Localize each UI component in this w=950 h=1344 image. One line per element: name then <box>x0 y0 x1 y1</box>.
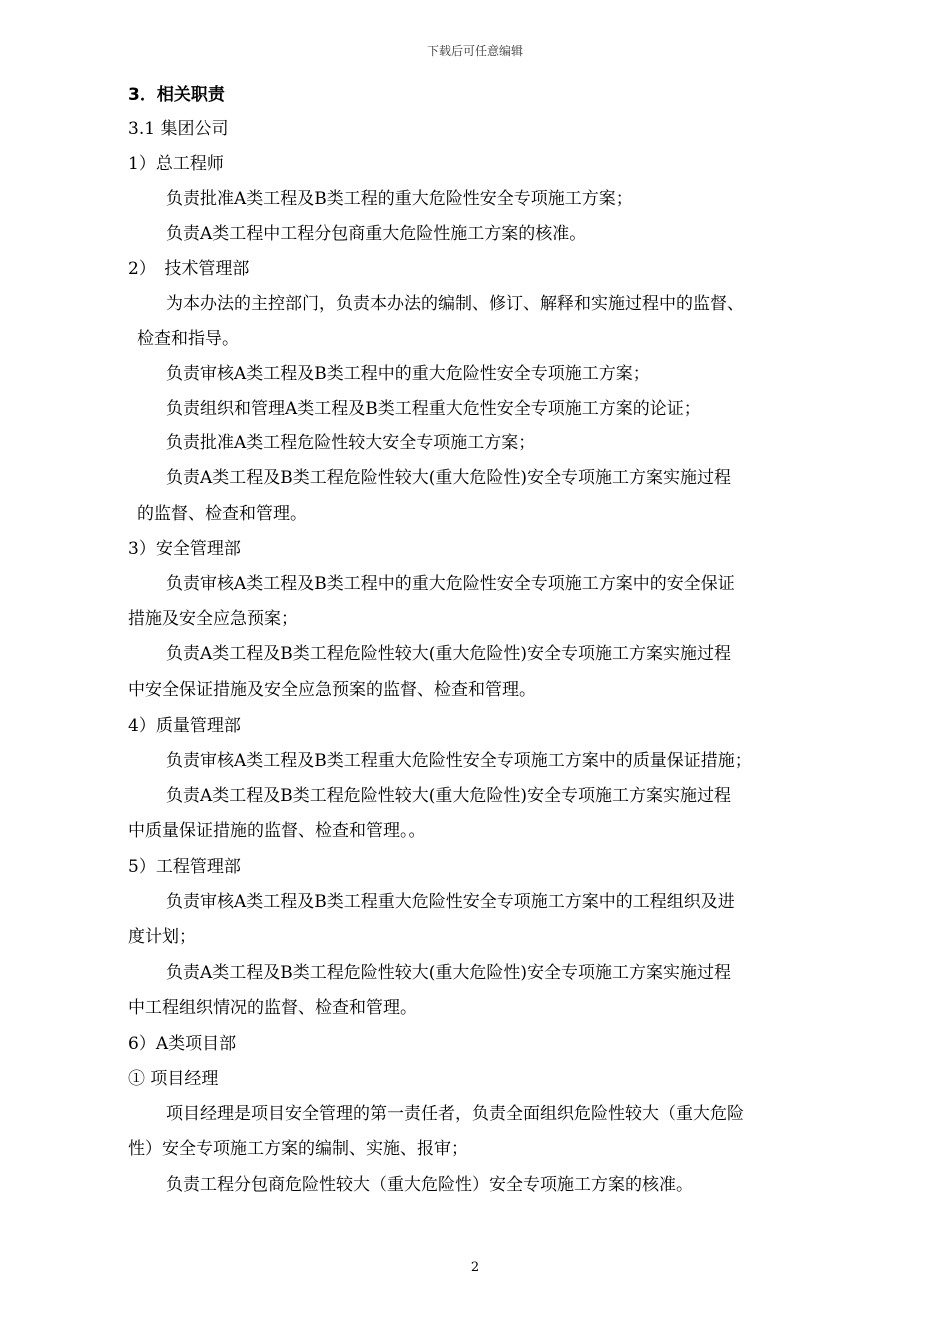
item-heading: 6）A类项目部 <box>128 1034 237 1054</box>
paragraph-line: 项目经理是项目安全管理的第一责任者，负责全面组织危险性较大（重大危险 <box>166 1104 744 1124</box>
sub-item-heading: ① 项目经理 <box>128 1069 219 1089</box>
section-heading: 3．相关职责 <box>128 85 225 105</box>
paragraph-line: 负责审核A类工程及B类工程中的重大危险性安全专项施工方案中的安全保证 <box>166 574 735 594</box>
paragraph-line: 负责A类工程及B类工程危险性较大(重大危险性)安全专项施工方案实施过程 <box>166 963 732 983</box>
paragraph-line: 负责审核A类工程及B类工程中的重大危险性安全专项施工方案； <box>166 364 650 384</box>
paragraph-line: 负责A类工程中工程分包商重大危险性施工方案的核准。 <box>166 224 587 244</box>
paragraph-line: 负责A类工程及B类工程危险性较大(重大危险性)安全专项施工方案实施过程 <box>166 786 732 806</box>
paragraph-line: 中工程组织情况的监督、检查和管理。 <box>128 998 417 1018</box>
paragraph-line: 负责组织和管理A类工程及B类工程重大危性安全专项施工方案的论证； <box>166 399 701 419</box>
paragraph-line: 中安全保证措施及安全应急预案的监督、检查和管理。 <box>128 680 536 700</box>
paragraph-line: 检查和指导。 <box>137 329 239 349</box>
paragraph-line: 为本办法的主控部门，负责本办法的编制、修订、解释和实施过程中的监督、 <box>166 294 744 314</box>
paragraph-line: 的监督、检查和管理。 <box>137 504 307 524</box>
item-heading: 4）质量管理部 <box>128 716 241 736</box>
page-number: 2 <box>470 1260 480 1275</box>
paragraph-line: 负责审核A类工程及B类工程重大危险性安全专项施工方案中的工程组织及进 <box>166 892 735 912</box>
paragraph-line: 度计划； <box>128 927 196 947</box>
paragraph-line: 负责审核A类工程及B类工程重大危险性安全专项施工方案中的质量保证措施； <box>166 751 752 771</box>
page-header: 下载后可任意编辑 <box>426 44 523 58</box>
paragraph-line: 负责批准A类工程危险性较大安全专项施工方案； <box>166 433 536 453</box>
subsection-heading: 3.1 集团公司 <box>128 119 229 139</box>
item-heading: 5）工程管理部 <box>128 857 241 877</box>
paragraph-line: 负责工程分包商危险性较大（重大危险性）安全专项施工方案的核准。 <box>166 1175 693 1195</box>
paragraph-line: 中质量保证措施的监督、检查和管理。。 <box>128 821 426 841</box>
paragraph-line: 性）安全专项施工方案的编制、实施、报审； <box>128 1139 468 1159</box>
item-heading: 3）安全管理部 <box>128 539 241 559</box>
item-heading: 1）总工程师 <box>128 154 224 174</box>
paragraph-line: 措施及安全应急预案； <box>128 609 298 629</box>
paragraph-line: 负责A类工程及B类工程危险性较大(重大危险性)安全专项施工方案实施过程 <box>166 644 732 664</box>
paragraph-line: 负责批准A类工程及B类工程的重大危险性安全专项施工方案； <box>166 189 633 209</box>
paragraph-line: 负责A类工程及B类工程危险性较大(重大危险性)安全专项施工方案实施过程 <box>166 468 732 488</box>
item-heading: 2） 技术管理部 <box>128 259 250 279</box>
